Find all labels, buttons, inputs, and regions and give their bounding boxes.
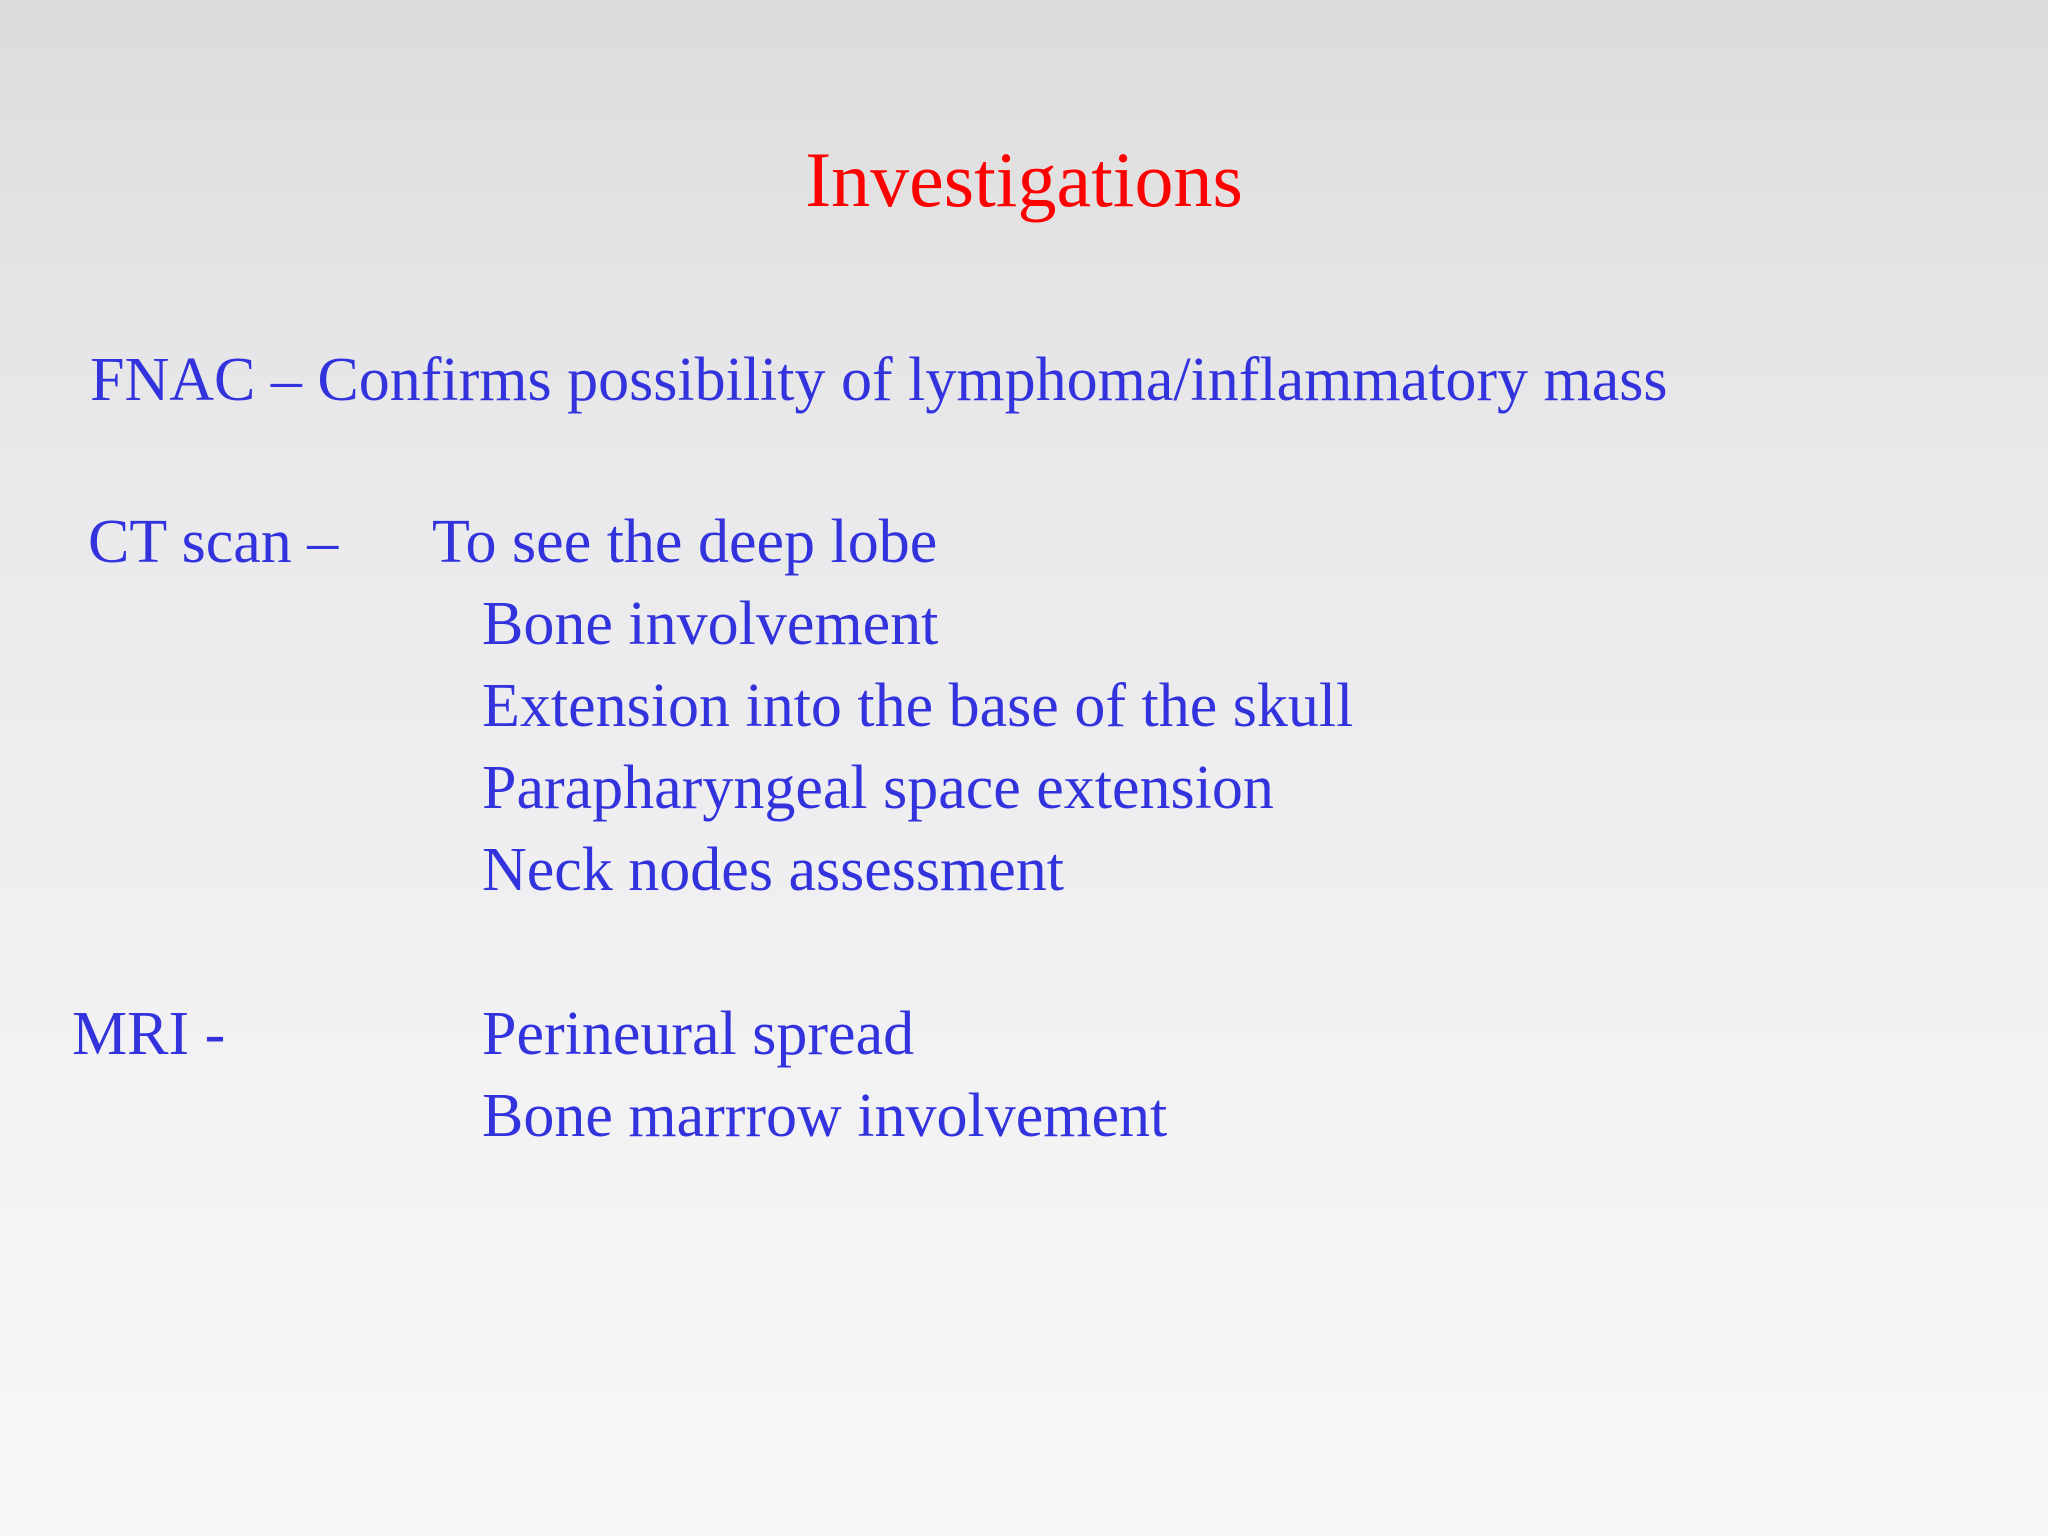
ct-item-bone-involvement: Bone involvement (482, 590, 939, 658)
ct-item-deep-lobe: To see the deep lobe (432, 508, 938, 576)
ct-item-neck-nodes: Neck nodes assessment (482, 836, 1064, 904)
ct-item-skull-base: Extension into the base of the skull (482, 672, 1354, 740)
slide-title: Investigations (805, 136, 1243, 223)
mri-item-perineural: Perineural spread (482, 1000, 915, 1068)
fnac-line: FNAC – Confirms possibility of lymphoma/inflammatory mass (90, 346, 1668, 414)
mri-label: MRI - (72, 1000, 226, 1068)
ct-label: CT scan – (88, 508, 339, 576)
ct-item-parapharyngeal: Parapharyngeal space extension (482, 754, 1274, 822)
mri-item-bone-marrow: Bone marrrow involvement (482, 1082, 1168, 1150)
